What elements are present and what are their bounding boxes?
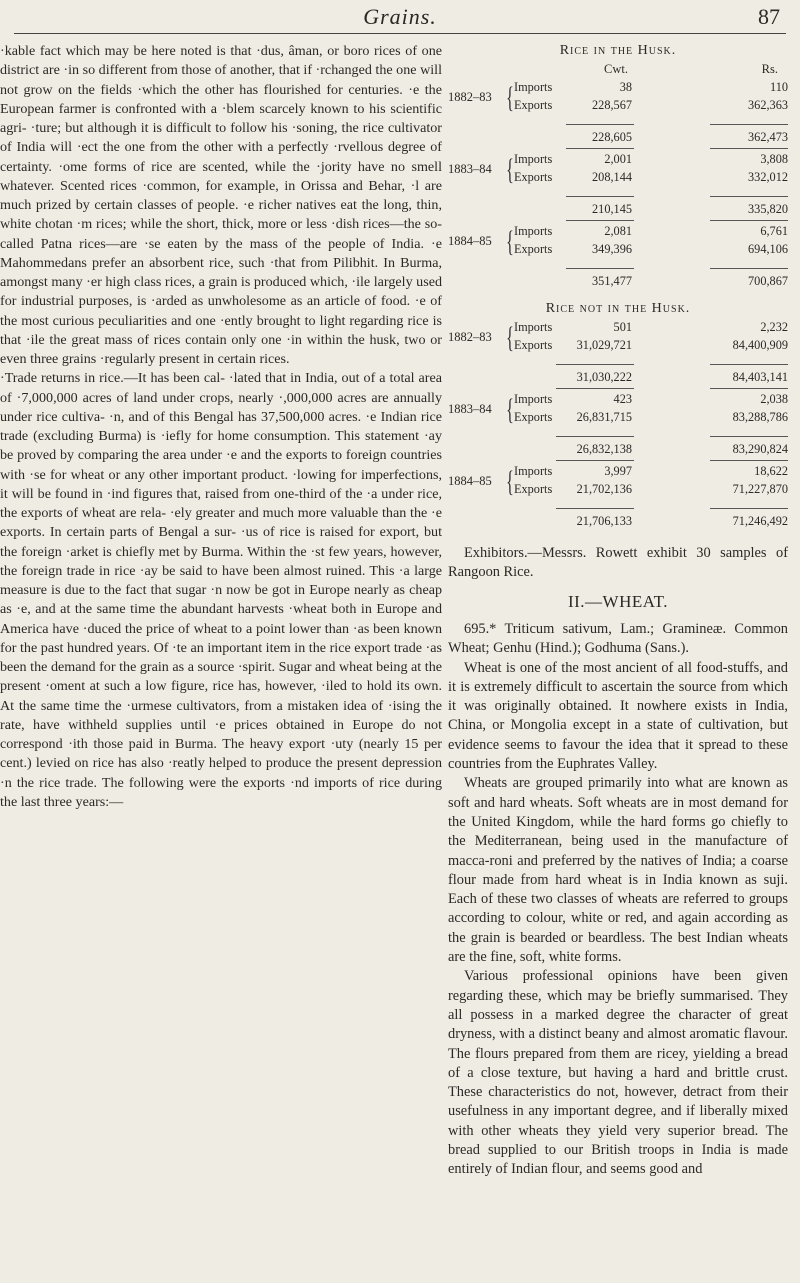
imports-rs: 18,622 (754, 464, 788, 478)
imports-rs: 3,808 (760, 152, 788, 166)
total-rule (566, 148, 634, 149)
imports-rs: 2,232 (760, 320, 788, 334)
imports-label: Imports (514, 152, 553, 166)
brace-icon: { (506, 321, 514, 354)
exports-cwt: 349,396 (592, 242, 632, 256)
entry-heading: 695.* Triticum sativum, Lam.; Gramineæ. Common Wheat; Genhu (Hind.); Godhuma (Sans.). (448, 621, 788, 657)
brace-icon: { (506, 225, 514, 258)
paragraph-trade-returns: ·Trade returns in rice.—It has been cal- ·lated that in India, out of a total area of ·7,000,000 acres of land under crops, nearly ·,000,000 acres are annually under rice cultiva- ·n, and of this Bengal has 37,500,000 acres. ·e Indian rice trade (excluding Burma) is ·iefly for home consumption. This statement ·ay be proved by comparing the area under ·e and the exports to foreign countries with ·se for wheat or any other important product. ·lowing for imperfections, it will be found in ·ind figures that, raised from one-third of the ·a under rice, the exports of wheat are rela- ·ely greater and much more valuable than the ·e exports. In certain parts of Bengal a sur- ·us of rice is raised for export, but the foreign ·arket is chiefly met by Burma. Within the ·st few years, however, the foreign trade in rice ·ay be said to have been almost ruined. This ·a large measure is due to the fact that sugar ·n now be got in Europe nearly as cheap as ·e, and at the same time the abundant harvests ·wheat both in Europe and America have ·duced the price of wheat to a point lower than ·as been known for the past hundred years. Of ·te an important item in the rice export trade ·as been the demand for the grain as a source ·spirit. Sugar and wheat being at the present ·oment at such a low figure, rice has, however, ·iled to hold its own. At the same time the ·urmese cultivators, from a mistaken idea of ·ising the rate, have withheld supplies until ·e prices obtained in Europe do not correspond ·ith those paid in Burma. The heavy export ·uty (nearly 15 per cent.) levied on rice has also ·reatly helped to produce the present depression ·n the rice trade. The following were the exports ·nd imports of rice during the last three years:— (0, 370, 442, 810)
year-label: 1884–85 (448, 234, 492, 248)
exports-rs: 84,400,909 (732, 338, 788, 352)
total-cwt: 228,605 (592, 130, 632, 144)
imports-cwt: 2,081 (604, 224, 632, 238)
total-cwt: 351,477 (592, 274, 632, 288)
table-row (448, 150, 788, 194)
total-row (448, 266, 788, 294)
total-cwt: 26,832,138 (576, 442, 632, 456)
total-rule (566, 124, 634, 125)
exports-cwt: 228,567 (592, 98, 632, 112)
paragraph-wheat-opinions: Various professional opinions have been given regarding these, which may be briefly summarised. They all possess in a marked degree the character of great dryness, with a distinct beany and almost aromatic flavour. The flours prepared from them are ricey, yielding a bread of a close texture, but having a hard and brittle crust. These characteristics do not, however, detract from their usefulness in any important degree, and if liberally mixed with other wheats they yield very superior bread. The bread supplied to our British troops in India is made entirely of Indian flour, and seems good and (448, 968, 788, 1178)
right-column (448, 42, 788, 1278)
year-label: 1883–84 (448, 162, 492, 176)
table-rice-in-husk (448, 60, 788, 294)
exports-label: Exports (514, 242, 553, 256)
exports-cwt: 21,702,136 (576, 482, 632, 496)
total-rs: 700,867 (748, 274, 788, 288)
total-cwt: 21,706,133 (576, 514, 632, 528)
exports-rs: 332,012 (748, 170, 788, 184)
total-row (448, 434, 788, 462)
table-rice-not-in-husk (448, 318, 788, 534)
total-rule (556, 388, 634, 389)
total-rule (556, 436, 634, 437)
exports-rs: 362,363 (748, 98, 788, 112)
imports-rs: 6,761 (760, 224, 788, 238)
table-header-row (448, 60, 788, 78)
total-rule (710, 268, 788, 269)
exports-cwt: 26,831,715 (576, 410, 632, 424)
table-row (448, 390, 788, 434)
total-rule (556, 508, 634, 509)
total-rule (710, 196, 788, 197)
exports-label: Exports (514, 170, 553, 184)
total-rule (566, 220, 634, 221)
exports-label: Exports (514, 338, 553, 352)
section-heading: II.—WHEAT. (567, 592, 669, 611)
exports-rs: 83,288,786 (732, 410, 788, 424)
brace-icon: { (506, 393, 514, 426)
year-label: 1882–83 (448, 330, 492, 344)
total-rs: 362,473 (748, 130, 788, 144)
total-rule (556, 364, 634, 365)
exports-label: Exports (514, 482, 553, 496)
total-rule (710, 388, 788, 389)
col-header-cwt: Cwt. (604, 62, 628, 76)
total-row (448, 362, 788, 390)
exports-rs: 71,227,870 (732, 482, 788, 496)
running-head (0, 2, 800, 32)
total-rs: 84,403,141 (732, 370, 788, 384)
year-label: 1883–84 (448, 402, 492, 416)
total-row (448, 506, 788, 534)
imports-cwt: 3,997 (604, 464, 632, 478)
brace-icon: { (506, 465, 514, 498)
imports-rs: 2,038 (760, 392, 788, 406)
imports-label: Imports (514, 320, 553, 334)
year-label: 1884–85 (448, 474, 492, 488)
total-row (448, 122, 788, 150)
total-rule (566, 196, 634, 197)
brace-icon: { (506, 153, 514, 186)
page-number: 87 (758, 4, 780, 29)
paragraph-wheat-origin: Wheat is one of the most ancient of all food-stuffs, and it is extremely difficult to ascertain the source from which it was originally obtained. It nowhere exists in India, China, or Mongolia except in a state of cultivation, but evidence seems to favour the idea that it spread to these countries from the Euphrates Valley. (448, 659, 788, 773)
brace-icon: { (506, 81, 514, 114)
total-cwt: 31,030,222 (576, 370, 632, 384)
imports-label: Imports (514, 80, 553, 94)
total-rule (710, 436, 788, 437)
table-row (448, 222, 788, 266)
exhibitors-note: Exhibitors.—Messrs. Rowett exhibit 30 samples of Rangoon Rice. (448, 545, 788, 580)
table-row (448, 78, 788, 122)
imports-cwt: 2,001 (604, 152, 632, 166)
col-header-rs: Rs. (761, 62, 778, 76)
table-husk-title: Rice in the Husk. (559, 43, 677, 58)
total-rs: 83,290,824 (732, 442, 788, 456)
imports-cwt: 38 (619, 80, 632, 94)
paragraph-wheat-classes: Wheats are grouped primarily into what are known as soft and hard wheats. Soft wheats are in most demand for the United Kingdom, while the hard forms go chiefly to the Mediterranean, being used in the manufacture of macca-roni and preferred by the natives of India; a coarse flour made from hard wheat is in India known as suji. Each of these two classes of wheats are referred to groups according to colour, white or red, and again according as the grain is bearded or beardless. The best Indian wheats are the fine, soft, white forms. (448, 775, 788, 966)
total-rule (710, 460, 788, 461)
total-rule (556, 460, 634, 461)
exports-label: Exports (514, 410, 553, 424)
total-rule (566, 268, 634, 269)
imports-rs: 110 (770, 80, 788, 94)
table-nohusk-title: Rice not in the Husk. (545, 301, 691, 316)
imports-label: Imports (514, 464, 553, 478)
total-rs: 71,246,492 (732, 514, 788, 528)
imports-cwt: 423 (613, 392, 632, 406)
total-row (448, 194, 788, 222)
imports-label: Imports (514, 392, 553, 406)
left-column (0, 42, 442, 1278)
exports-cwt: 31,029,721 (576, 338, 632, 352)
paragraph-rice-varieties: ·kable fact which may be here noted is that ·dus, âman, or boro rices of one district are ·in so different from those of another, that if ·rchanged the one will not grow on the fields ·which the other has flourished for centuries. ·e the European farmer is confronted with a ·blem scarcely known to his scientific agri- ·ture; but although it is difficult to follow his ·soning, the rice cultivator of India will ·ect the one from the other with a perfectly ·rvellous degree of certainty. ·ome forms of rice are scented, while the ·jority have no smell whatever. Scented rices ·common, for example, in Orissa and Behar, ·l are much prized by certain classes of people. ·e richer natives eat the long, thin, white chotan ·m rices; while the short, thick, more or less ·dish rices—the so-called Patna rices—are ·se eaten by the mass of the people of India. ·e Mahommedans prefer an absorbent rice, such ·that from Pilibhit. In Burma, amongst many ·er high class rices, a grain is produced which, ·ile largely used for industrial purposes, is ·arded as unwholesome as an article of food. ·e of the most curious peculiarities and one ·ently brought to light regarding rice is that ·ile the great mass of rices contain only one ·in within the husk, two or even three grains ·regularly present in certain rices. (0, 43, 442, 367)
running-title: Grains. (363, 4, 437, 29)
total-rs: 335,820 (748, 202, 788, 216)
total-rule (710, 364, 788, 365)
imports-label: Imports (514, 224, 553, 238)
header-rule (14, 33, 786, 34)
total-rule (710, 508, 788, 509)
exports-rs: 694,106 (748, 242, 788, 256)
table-row (448, 318, 788, 362)
exports-label: Exports (514, 98, 553, 112)
total-cwt: 210,145 (592, 202, 632, 216)
total-rule (710, 220, 788, 221)
total-rule (710, 148, 788, 149)
table-row (448, 462, 788, 506)
year-label: 1882–83 (448, 90, 492, 104)
imports-cwt: 501 (613, 320, 632, 334)
total-rule (710, 124, 788, 125)
exports-cwt: 208,144 (592, 170, 632, 184)
